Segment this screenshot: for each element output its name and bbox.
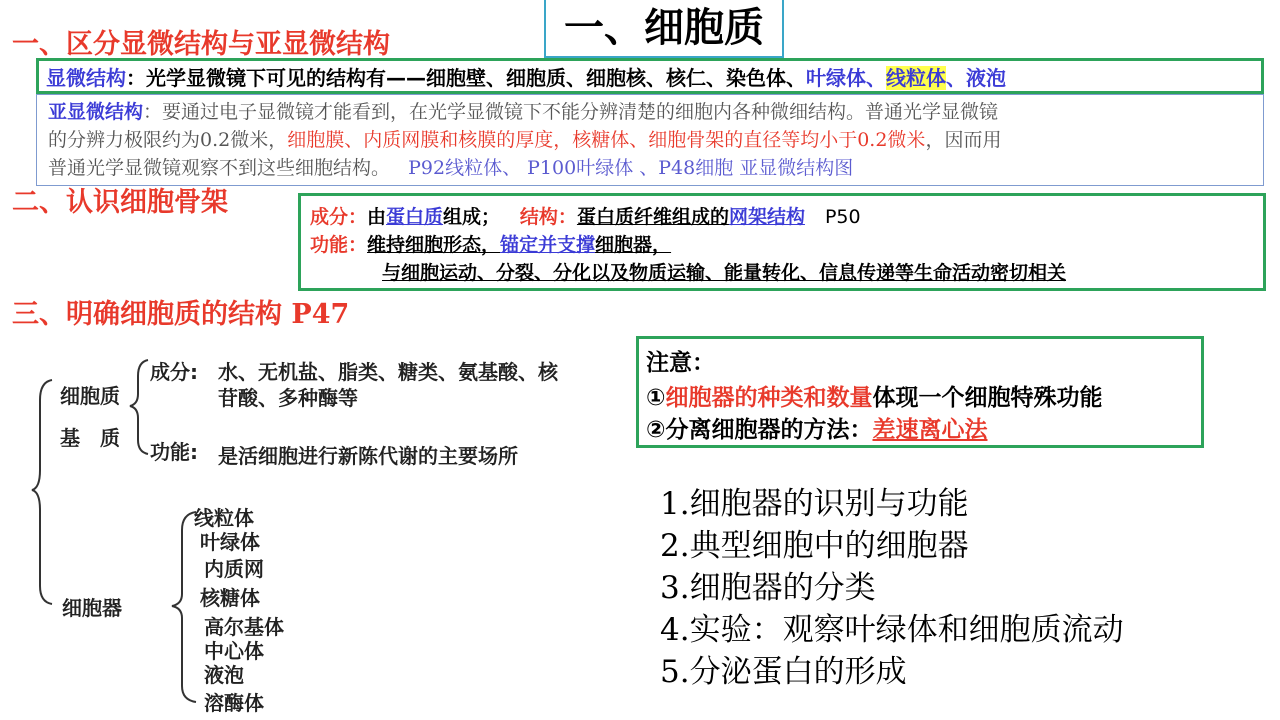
matrix-comp-text-1: 水、无机盐、脂类、糖类、氨基酸、核 <box>218 360 558 384</box>
organelle-brace <box>172 512 196 702</box>
micro-colon: ： <box>126 66 146 90</box>
organelle-item: 核糖体 <box>200 586 260 610</box>
organelle-item: 液泡 <box>204 663 244 687</box>
organelle-item: 线粒体 <box>194 506 254 530</box>
note-line-2 <box>646 411 987 444</box>
note-text-2: ②分离细胞器的方法： <box>646 417 873 443</box>
topic-item-3: 3.细胞器的分类 <box>660 570 876 606</box>
note-red-2: 差速离心法 <box>872 417 988 443</box>
micro-mitochondria-highlight: 线粒体 <box>886 66 946 90</box>
organelle-item: 溶酶体 <box>204 691 264 715</box>
comp-protein: 蛋白质 <box>386 206 444 228</box>
organelle-item: 高尔基体 <box>204 615 284 639</box>
micro-vacuole: 、液泡 <box>946 66 1006 90</box>
note-line-1 <box>646 379 1102 412</box>
section-heading-1: 一、区分显微结构与亚显微结构 <box>12 29 390 60</box>
matrix-func-label: 功能: <box>150 440 198 464</box>
organelle-item: 内质网 <box>204 557 264 581</box>
submicro-text-2b: ，因而用 <box>925 129 1002 151</box>
topic-item-2: 2.典型细胞中的细胞器 <box>660 528 969 564</box>
func-text-a: 维持细胞形态， <box>367 234 501 256</box>
outer-brace <box>32 380 52 604</box>
topic-item-1: 1.细胞器的识别与功能 <box>660 486 969 522</box>
func-text-b: 细胞器， <box>595 234 672 256</box>
matrix-comp-label: 成分: <box>150 360 198 384</box>
submicro-text-2a: 的分辨力极限约为0.2微米， <box>48 129 288 151</box>
micro-label: 显微结构 <box>46 66 126 90</box>
matrix-label-1: 细胞质 <box>60 384 120 408</box>
topic-item-4: 4.实验：观察叶绿体和细胞质流动 <box>660 612 1124 648</box>
submicro-text-1: ：要通过电子显微镜才能看到，在光学显微镜下不能分辨清楚的细胞内各种微细结构。普通光学显微镜 <box>143 101 999 123</box>
organelle-item: 中心体 <box>204 639 264 663</box>
matrix-func-text: 是活细胞进行新陈代谢的主要场所 <box>218 444 518 468</box>
organelle-item: 叶绿体 <box>200 530 260 554</box>
section-heading-2: 二、认识细胞骨架 <box>12 187 228 218</box>
comp-label: 成分： <box>310 206 368 228</box>
organelle-label: 细胞器 <box>62 596 122 620</box>
comp-text-a: 由 <box>367 206 387 228</box>
note-red-1: 细胞器的种类和数量 <box>665 385 873 411</box>
comp-text-b: 组成； <box>443 206 501 228</box>
page-reference-link[interactable]: P92线粒体、 P100叶绿体 、P48细胞 亚显微结构图 <box>408 157 854 179</box>
note-num-1: ① <box>646 385 666 411</box>
func-text-line2: 与细胞运动、分裂、分化以及物质运输、能量转化、信息传递等生命活动密切相关 <box>382 262 1067 284</box>
struct-text-a: 蛋白质纤维组成的 <box>576 206 729 228</box>
topic-item-5: 5.分泌蛋白的形成 <box>660 654 907 690</box>
submicro-text-2-red: 细胞膜、内质网膜和核膜的厚度，核糖体、细胞骨架的直径等均小于0.2微米 <box>287 129 926 151</box>
note-text-1: 体现一个细胞特殊功能 <box>872 385 1103 411</box>
page-title: 一、细胞质 <box>544 0 784 58</box>
matrix-brace <box>130 360 148 454</box>
submicro-label: 亚显微结构 <box>48 101 144 123</box>
struct-label: 结构： <box>519 206 577 228</box>
func-anchor: 锚定并支撑 <box>500 234 596 256</box>
matrix-comp-text-2: 苷酸、多种酶等 <box>218 386 358 410</box>
func-label: 功能： <box>310 234 368 256</box>
struct-network: 网架结构 <box>728 206 805 228</box>
section-3-page: P47 <box>291 299 350 330</box>
submicro-text-3: 普通光学显微镜观察不到这些细胞结构。 <box>48 157 391 179</box>
micro-chloroplast: 叶绿体、 <box>806 66 886 90</box>
struct-page-ref: P50 <box>824 206 861 228</box>
micro-text: 光学显微镜下可见的结构有——细胞壁、细胞质、细胞核、核仁、染色体、 <box>146 66 806 90</box>
matrix-label-2: 基 质 <box>60 426 120 450</box>
section-3-text: 三、明确细胞质的结构 <box>12 299 282 330</box>
note-title: 注意： <box>646 350 715 376</box>
